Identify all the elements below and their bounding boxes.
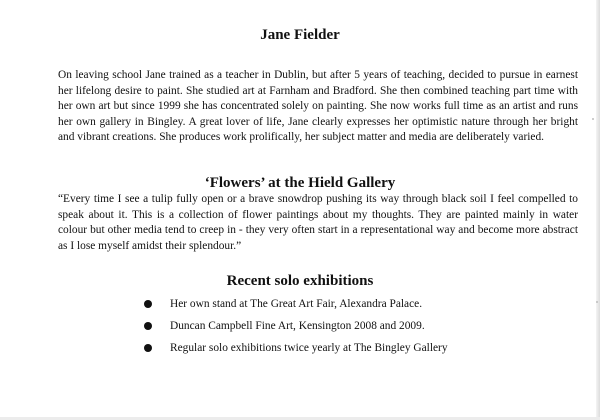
exhibition-quote-paragraph: “Every time I see a tulip fully open or a brave snowdrop pushing its way through black soil I feel compelled to speak about it. This is a collection of flower paintings about my thoughts. They are painted mainly in water colour but other media tend to creep in - they very often start in a representational way and become more abstract as I lose myself amidst their splendour.”	[58, 193, 578, 252]
solo-exhibition-text: Her own stand at The Great Art Fair, Alexandra Palace.	[170, 298, 423, 310]
scan-speck	[596, 301, 598, 303]
solo-exhibition-text: Duncan Campbell Fine Art, Kensington 2008 and 2009.	[170, 320, 425, 332]
exhibition-title-heading: ‘Flowers’ at the Hield Gallery	[204, 175, 396, 191]
bullet-icon	[144, 300, 152, 308]
bullet-icon	[144, 322, 152, 330]
scan-edge-shadow	[596, 0, 600, 420]
solo-exhibition-text: Regular solo exhibitions twice yearly at The Bingley Gallery	[170, 342, 448, 354]
scan-speck	[592, 118, 594, 120]
biography-paragraph: On leaving school Jane trained as a teacher in Dublin, but after 5 years of teaching, decided to pursue in earnest her lifelong desire to paint. She studied art at Farnham and Bradford. She then combined teaching part time with her own art but since 1999 she has concentrated solely on painting. She now works full time as an artist and runs her own gallery in Bingley. A great lover of life, Jane clearly expresses her optimistic nature through her bright and vibrant creations. She produces work prolifically, her subject matter and media are deliberately varied.	[58, 69, 578, 144]
list-item	[140, 318, 580, 340]
solo-exhibitions-list	[140, 296, 580, 362]
list-item	[140, 296, 580, 318]
solo-exhibitions-heading: Recent solo exhibitions	[226, 273, 374, 289]
artist-name-heading: Jane Fielder	[260, 27, 340, 43]
bullet-icon	[144, 344, 152, 352]
list-item	[140, 340, 580, 362]
